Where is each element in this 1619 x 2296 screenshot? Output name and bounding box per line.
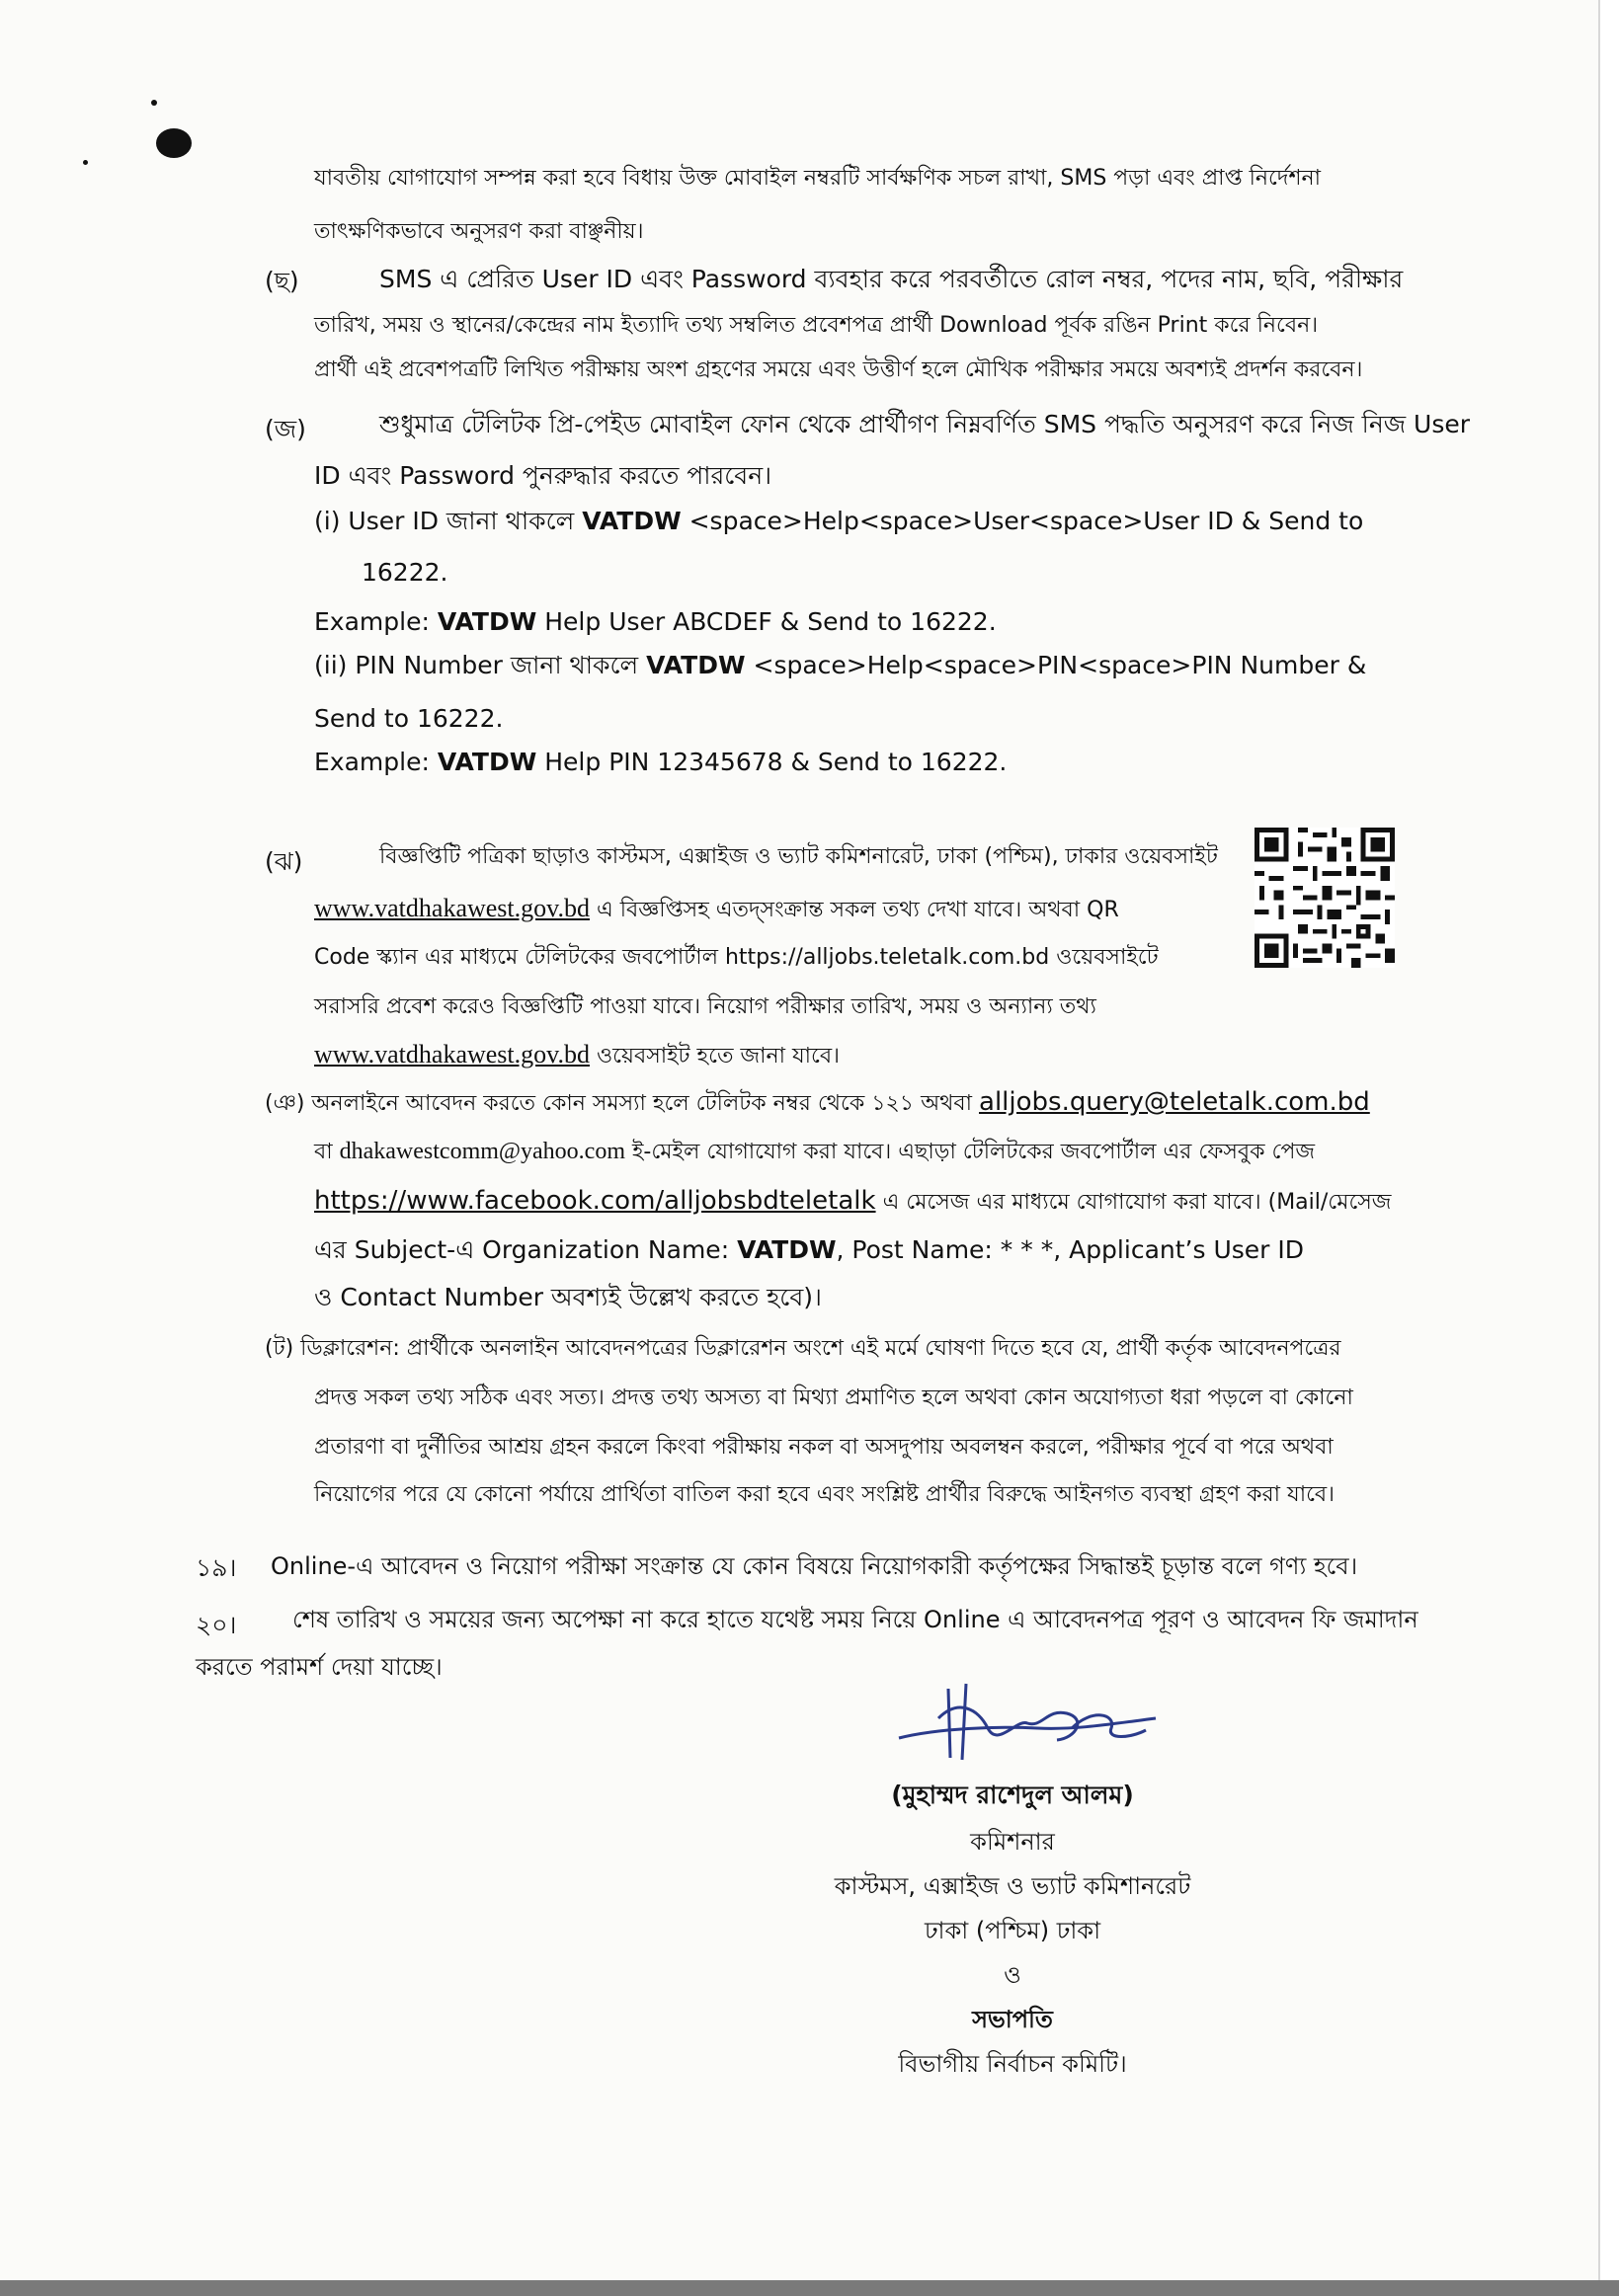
bold-code: VATDW — [582, 507, 682, 535]
item-marker: (ঞ) — [265, 1091, 305, 1116]
paragraph-line — [314, 1132, 1315, 1172]
paragraph-line — [314, 351, 1362, 390]
ink-dot — [83, 160, 88, 165]
item-number: ১৯। — [196, 1553, 237, 1582]
conjunction: ও — [1004, 1961, 1021, 1989]
text: ও Contact Number অবশ্যই উল্লেখ করতে হবে)। — [314, 1283, 822, 1311]
signatory-office: কাস্টমস, এক্সাইজ ও ভ্যাট কমিশানরেট — [834, 1872, 1191, 1900]
paragraph-line — [314, 1035, 840, 1076]
paragraph-line — [314, 159, 1418, 198]
signatory-name — [869, 1776, 1156, 1815]
paragraph-line — [314, 938, 1159, 978]
paragraph-line — [314, 1428, 1334, 1467]
text: তারিখ, সময় ও স্থানের/কেন্দ্রের নাম ইত্যাদি তথ্য সম্বলিত প্রবেশপত্র প্রার্থী Download পূর্বক রঙিন Print করে নিবেন। — [314, 313, 1319, 338]
paragraph-line — [314, 889, 1119, 930]
paragraph-line — [196, 1647, 443, 1687]
text: এ মেসেজ এর মাধ্যমে যোগাযোগ করা যাবে। (Mail/মেসেজ — [882, 1190, 1392, 1215]
text: তাৎক্ষণিকভাবে অনুসরণ করা বাঞ্ছনীয়। — [314, 219, 644, 244]
text: এর Subject-এ Organization Name: — [314, 1235, 730, 1264]
text: SMS এ প্রেরিত User ID এবং Password ব্যবহার করে পরবর্তীতে রোল নম্বর, পদের নাম, ছবি, পরীক্ষার — [379, 265, 1404, 293]
example-line — [314, 602, 997, 642]
text: Help User ABCDEF & Send to 16222. — [544, 607, 997, 636]
text: নিয়োগের পরে যে কোনো পর্যায়ে প্রার্থিতা বাতিল করা হবে এবং সংশ্লিষ্ট প্রার্থীর বিরুদ্ধে আইনগত ব্যবস্থা গ্রহণ করা যাবে। — [314, 1482, 1336, 1507]
text: ID এবং Password পুনরুদ্ধার করতে পারবেন। — [314, 461, 772, 490]
signatory-title: কমিশনার — [970, 1828, 1055, 1856]
paragraph-line — [379, 260, 1403, 299]
bold-code: VATDW — [437, 607, 537, 636]
text: শুধুমাত্র টেলিটক প্রি-পেইড মোবাইল ফোন থেকে প্রার্থীগণ নিম্নবর্ণিত SMS পদ্ধতি অনুসরণ করে নিজ নিজ User — [379, 410, 1471, 438]
text: Example: — [314, 607, 430, 636]
text: প্রদত্ত সকল তথ্য সঠিক এবং সত্য। প্রদত্ত তথ্য অসত্য বা মিথ্যা প্রমাণিত হলে অথবা কোন অযোগ্যতা ধরা পড়লে বা কোনো — [314, 1386, 1353, 1410]
paragraph-line — [314, 1379, 1353, 1418]
paragraph-line — [314, 212, 644, 252]
qr-code-icon[interactable] — [1253, 828, 1397, 968]
text: Code স্ক্যান এর মাধ্যমে টেলিটকের জবপোর্টাল https://alljobs.teletalk.com.bd ওয়েবসাইটে — [314, 945, 1159, 970]
item-marker: (ঝ) — [265, 847, 303, 876]
facebook-link[interactable]: https://www.facebook.com/alljobsbdteletalk — [314, 1186, 876, 1216]
paragraph-line — [271, 1546, 1357, 1586]
website-link[interactable]: www.vatdhakawest.gov.bd — [314, 1040, 590, 1069]
text: (i) User ID জানা থাকলে — [314, 507, 575, 535]
paragraph-line — [314, 456, 771, 496]
text: অনলাইনে আবেদন করতে কোন সমস্যা হলে টেলিটক নম্বর থেকে ১২১ অথবা — [311, 1091, 973, 1116]
ink-dot — [151, 100, 157, 106]
text: <space>Help<space>User<space>User ID & Send to — [688, 507, 1364, 535]
paragraph-line — [314, 646, 1366, 685]
paragraph-line — [362, 553, 447, 593]
text: (ii) PIN Number জানা থাকলে — [314, 651, 639, 679]
email-link[interactable]: alljobs.query@teletalk.com.bd — [979, 1087, 1370, 1117]
bold-code: VATDW — [737, 1235, 837, 1264]
text: , Post Name: * * *, Applicant’s User ID — [836, 1235, 1305, 1264]
text: ওয়েবসাইট হতে জানা যাবে। — [596, 1044, 841, 1069]
ink-blot — [156, 128, 192, 158]
text: (মুহাম্মদ রাশেদুল আলম) — [891, 1781, 1134, 1809]
text: বা — [314, 1140, 333, 1164]
paragraph-line — [314, 699, 503, 739]
text: শেষ তারিখ ও সময়ের জন্য অপেক্ষা না করে হাতে যথেষ্ট সময় নিয়ে Online এ আবেদনপত্র পূরণ ও আবেদন ফি জমাদান — [292, 1606, 1418, 1633]
paragraph-line — [314, 306, 1318, 346]
text: সরাসরি প্রবেশ করেও বিজ্ঞপ্তিটি পাওয়া যাবে। নিয়োগ পরীক্ষার তারিখ, সময় ও অন্যান্য তথ্য — [314, 994, 1096, 1019]
bold-code: VATDW — [646, 651, 746, 679]
paragraph-line — [379, 405, 1470, 444]
paragraph-line — [265, 1082, 1370, 1124]
text: Help PIN 12345678 & Send to 16222. — [544, 748, 1008, 776]
signatory-location: ঢাকা (পশ্চিম) ঢাকা — [924, 1917, 1101, 1944]
text: 16222. — [362, 558, 448, 587]
text: ই-মেইল যোগাযোগ করা যাবে। এছাড়া টেলিটকের জবপোর্টাল এর ফেসবুক পেজ — [631, 1140, 1316, 1164]
committee-name: বিভাগীয় নির্বাচন কমিটি। — [898, 2050, 1127, 2078]
email-text: dhakawestcomm@yahoo.com — [339, 1139, 625, 1164]
text: বিজ্ঞপ্তিটি পত্রিকা ছাড়াও কাস্টমস, এক্সাইজ ও ভ্যাট কমিশনারেট, ঢাকা (পশ্চিম), ঢাকার ওয়েবসাইট — [379, 844, 1218, 869]
paragraph-line — [314, 1181, 1392, 1223]
item-marker: (জ) — [265, 415, 306, 443]
website-link[interactable]: www.vatdhakawest.gov.bd — [314, 894, 590, 922]
paragraph-line — [314, 1230, 1304, 1270]
example-line — [314, 743, 1007, 782]
signature-icon — [879, 1669, 1166, 1778]
paragraph-line — [314, 1278, 822, 1317]
scan-edge — [0, 2280, 1619, 2296]
item-number: ২০। — [196, 1611, 237, 1639]
text: Send to 16222. — [314, 704, 504, 733]
text: Online-এ আবেদন ও নিয়োগ পরীক্ষা সংক্রান্ত যে কোন বিষয়ে নিয়োগকারী কর্তৃপক্ষের সিদ্ধান্তই চূড়ান্ত বলে গণ্য হবে। — [271, 1552, 1358, 1580]
text: ডিক্লারেশন: প্রার্থীকে অনলাইন আবেদনপত্রের ডিক্লারেশন অংশে এই মর্মে ঘোষণা দিতে হবে যে, প্রার্থী কর্তৃক আবেদনপত্রের — [300, 1336, 1341, 1361]
text: যাবতীয় যোগাযোগ সম্পন্ন করা হবে বিধায় উক্ত মোবাইল নম্বরটি সার্বক্ষণিক সচল রাখা, SMS পড়া এবং প্রাপ্ত নির্দেশনা — [314, 166, 1321, 191]
text: প্রার্থী এই প্রবেশপত্রটি লিখিত পরীক্ষায় অংশ গ্রহণের সময়ে এবং উত্তীর্ণ হলে মৌখিক পরীক্ষার সময়ে অবশ্যই প্রদর্শন করবেন। — [314, 357, 1363, 382]
signatory-role: সভাপতি — [972, 2006, 1053, 2033]
paragraph-line — [379, 837, 1218, 877]
paragraph-line — [265, 1329, 1341, 1369]
paragraph-line — [292, 1600, 1418, 1639]
text: Example: — [314, 748, 430, 776]
item-marker: (ট) — [265, 1336, 294, 1361]
text: এ বিজ্ঞপ্তিসহ এতদ্সংক্রান্ত সকল তথ্য দেখা যাবে। অথবা QR — [596, 898, 1119, 922]
text: <space>Help<space>PIN<space>PIN Number & — [753, 651, 1367, 679]
paragraph-line — [314, 502, 1363, 541]
item-marker: (ছ) — [265, 267, 299, 295]
paragraph-line — [314, 1475, 1335, 1515]
text: করতে পরামর্শ দেয়া যাচ্ছে। — [196, 1653, 443, 1681]
bold-code: VATDW — [437, 748, 537, 776]
text: প্রতারণা বা দুর্নীতির আশ্রয় গ্রহন করলে কিংবা পরীক্ষায় নকল বা অসদুপায় অবলম্বন করলে, পরীক্ষার পূর্বে বা পরে অথবা — [314, 1435, 1334, 1460]
paragraph-line — [314, 988, 1418, 1027]
